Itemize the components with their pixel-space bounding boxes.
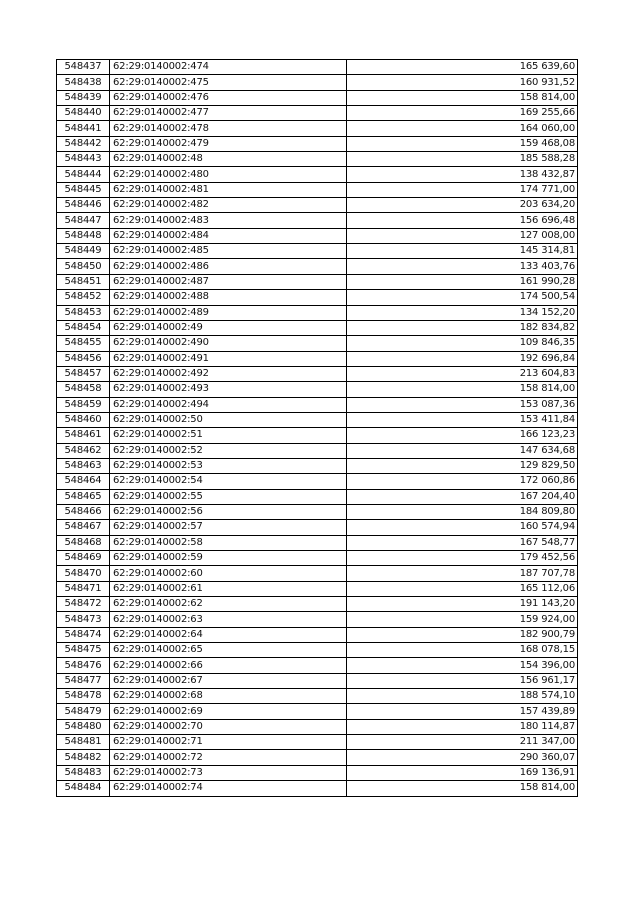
row-number: 548472	[57, 597, 110, 612]
cadastral-value: 213 604,83	[347, 366, 578, 381]
table-row	[57, 305, 578, 320]
cadastral-value: 158 814,00	[347, 781, 578, 796]
cadastral-number: 62:29:0140002:58	[110, 535, 347, 550]
cadastral-value: 174 771,00	[347, 182, 578, 197]
row-number: 548456	[57, 351, 110, 366]
row-number: 548460	[57, 412, 110, 427]
cadastral-value: 153 087,36	[347, 397, 578, 412]
row-number: 548453	[57, 305, 110, 320]
table-row	[57, 412, 578, 427]
cadastral-value: 138 432,87	[347, 167, 578, 182]
row-number: 548479	[57, 704, 110, 719]
table-row	[57, 121, 578, 136]
cadastral-number: 62:29:0140002:72	[110, 750, 347, 765]
row-number: 548477	[57, 673, 110, 688]
cadastral-number: 62:29:0140002:55	[110, 489, 347, 504]
row-number: 548440	[57, 106, 110, 121]
table-row	[57, 443, 578, 458]
row-number: 548451	[57, 274, 110, 289]
cadastral-value: 145 314,81	[347, 244, 578, 259]
table-row	[57, 597, 578, 612]
cadastral-value: 156 961,17	[347, 673, 578, 688]
table-row	[57, 382, 578, 397]
cadastral-number: 62:29:0140002:487	[110, 274, 347, 289]
row-number: 548459	[57, 397, 110, 412]
table-row	[57, 535, 578, 550]
table-row	[57, 228, 578, 243]
row-number: 548461	[57, 428, 110, 443]
cadastral-number: 62:29:0140002:50	[110, 412, 347, 427]
table-row	[57, 643, 578, 658]
table-row	[57, 673, 578, 688]
cadastral-value: 192 696,84	[347, 351, 578, 366]
cadastral-number: 62:29:0140002:474	[110, 60, 347, 75]
cadastral-value: 153 411,84	[347, 412, 578, 427]
cadastral-value: 165 639,60	[347, 60, 578, 75]
row-number: 548467	[57, 520, 110, 535]
cadastral-number: 62:29:0140002:479	[110, 136, 347, 151]
row-number: 548449	[57, 244, 110, 259]
cadastral-value: 109 846,35	[347, 336, 578, 351]
table-row	[57, 750, 578, 765]
table-row	[57, 504, 578, 519]
cadastral-number: 62:29:0140002:52	[110, 443, 347, 458]
row-number: 548474	[57, 627, 110, 642]
cadastral-number: 62:29:0140002:486	[110, 259, 347, 274]
cadastral-value: 165 112,06	[347, 581, 578, 596]
cadastral-value: 182 834,82	[347, 320, 578, 335]
table-row	[57, 781, 578, 796]
cadastral-number: 62:29:0140002:66	[110, 658, 347, 673]
cadastral-value: 167 548,77	[347, 535, 578, 550]
table-row	[57, 290, 578, 305]
cadastral-number: 62:29:0140002:63	[110, 612, 347, 627]
row-number: 548457	[57, 366, 110, 381]
cadastral-value: 156 696,48	[347, 213, 578, 228]
table-row	[57, 136, 578, 151]
cadastral-value: 160 931,52	[347, 75, 578, 90]
row-number: 548482	[57, 750, 110, 765]
table-row	[57, 198, 578, 213]
cadastral-number: 62:29:0140002:54	[110, 474, 347, 489]
cadastral-number: 62:29:0140002:65	[110, 643, 347, 658]
cadastral-number: 62:29:0140002:53	[110, 458, 347, 473]
cadastral-number: 62:29:0140002:476	[110, 90, 347, 105]
cadastral-number: 62:29:0140002:494	[110, 397, 347, 412]
cadastral-value: 133 403,76	[347, 259, 578, 274]
table-body	[57, 60, 578, 797]
cadastral-number: 62:29:0140002:48	[110, 152, 347, 167]
cadastral-value: 164 060,00	[347, 121, 578, 136]
cadastral-number: 62:29:0140002:481	[110, 182, 347, 197]
cadastral-value: 158 814,00	[347, 382, 578, 397]
cadastral-number: 62:29:0140002:488	[110, 290, 347, 305]
row-number: 548454	[57, 320, 110, 335]
row-number: 548466	[57, 504, 110, 519]
row-number: 548455	[57, 336, 110, 351]
cadastral-number: 62:29:0140002:489	[110, 305, 347, 320]
cadastral-value: 184 809,80	[347, 504, 578, 519]
table-row	[57, 489, 578, 504]
table-row	[57, 167, 578, 182]
table-row	[57, 612, 578, 627]
table-row	[57, 75, 578, 90]
row-number: 548442	[57, 136, 110, 151]
cadastral-value: 172 060,86	[347, 474, 578, 489]
row-number: 548475	[57, 643, 110, 658]
table-row	[57, 566, 578, 581]
row-number: 548439	[57, 90, 110, 105]
cadastral-number: 62:29:0140002:480	[110, 167, 347, 182]
cadastral-value: 167 204,40	[347, 489, 578, 504]
table-row	[57, 106, 578, 121]
table-row	[57, 60, 578, 75]
cadastral-number: 62:29:0140002:492	[110, 366, 347, 381]
table-row	[57, 551, 578, 566]
cadastral-number: 62:29:0140002:478	[110, 121, 347, 136]
cadastral-value: 180 114,87	[347, 719, 578, 734]
cadastral-number: 62:29:0140002:484	[110, 228, 347, 243]
cadastral-number: 62:29:0140002:51	[110, 428, 347, 443]
cadastral-value: 185 588,28	[347, 152, 578, 167]
row-number: 548478	[57, 689, 110, 704]
table-row	[57, 735, 578, 750]
cadastral-number: 62:29:0140002:475	[110, 75, 347, 90]
cadastral-number: 62:29:0140002:477	[110, 106, 347, 121]
row-number: 548438	[57, 75, 110, 90]
table-row	[57, 244, 578, 259]
cadastral-number: 62:29:0140002:57	[110, 520, 347, 535]
cadastral-value: 147 634,68	[347, 443, 578, 458]
cadastral-number: 62:29:0140002:64	[110, 627, 347, 642]
row-number: 548450	[57, 259, 110, 274]
cadastral-number: 62:29:0140002:60	[110, 566, 347, 581]
cadastral-value: 290 360,07	[347, 750, 578, 765]
cadastral-value: 159 468,08	[347, 136, 578, 151]
row-number: 548480	[57, 719, 110, 734]
cadastral-number: 62:29:0140002:49	[110, 320, 347, 335]
row-number: 548471	[57, 581, 110, 596]
table-row	[57, 366, 578, 381]
table-row	[57, 274, 578, 289]
table-row	[57, 152, 578, 167]
table-row	[57, 182, 578, 197]
cadastral-number: 62:29:0140002:68	[110, 689, 347, 704]
cadastral-value: 157 439,89	[347, 704, 578, 719]
cadastral-value: 160 574,94	[347, 520, 578, 535]
cadastral-number: 62:29:0140002:71	[110, 735, 347, 750]
table-row	[57, 90, 578, 105]
row-number: 548437	[57, 60, 110, 75]
row-number: 548452	[57, 290, 110, 305]
row-number: 548469	[57, 551, 110, 566]
table-row	[57, 765, 578, 780]
cadastral-number: 62:29:0140002:69	[110, 704, 347, 719]
row-number: 548441	[57, 121, 110, 136]
table-row	[57, 719, 578, 734]
cadastral-value: 182 900,79	[347, 627, 578, 642]
cadastral-number: 62:29:0140002:70	[110, 719, 347, 734]
row-number: 548473	[57, 612, 110, 627]
cadastral-number: 62:29:0140002:493	[110, 382, 347, 397]
cadastral-value: 169 136,91	[347, 765, 578, 780]
table-row	[57, 320, 578, 335]
row-number: 548470	[57, 566, 110, 581]
cadastral-value: 129 829,50	[347, 458, 578, 473]
cadastral-number: 62:29:0140002:483	[110, 213, 347, 228]
cadastral-value: 203 634,20	[347, 198, 578, 213]
row-number: 548444	[57, 167, 110, 182]
table-row	[57, 351, 578, 366]
row-number: 548448	[57, 228, 110, 243]
row-number: 548446	[57, 198, 110, 213]
table-row	[57, 581, 578, 596]
cadastral-value: 169 255,66	[347, 106, 578, 121]
cadastral-number: 62:29:0140002:485	[110, 244, 347, 259]
row-number: 548447	[57, 213, 110, 228]
cadastral-value: 134 152,20	[347, 305, 578, 320]
row-number: 548468	[57, 535, 110, 550]
cadastral-value: 166 123,23	[347, 428, 578, 443]
cadastral-value: 159 924,00	[347, 612, 578, 627]
cadastral-value-table	[56, 59, 578, 797]
cadastral-value: 191 143,20	[347, 597, 578, 612]
row-number: 548463	[57, 458, 110, 473]
cadastral-value: 188 574,10	[347, 689, 578, 704]
row-number: 548476	[57, 658, 110, 673]
cadastral-number: 62:29:0140002:73	[110, 765, 347, 780]
table-row	[57, 627, 578, 642]
cadastral-number: 62:29:0140002:491	[110, 351, 347, 366]
table-row	[57, 520, 578, 535]
table-row	[57, 397, 578, 412]
row-number: 548483	[57, 765, 110, 780]
row-number: 548464	[57, 474, 110, 489]
cadastral-value: 127 008,00	[347, 228, 578, 243]
cadastral-number: 62:29:0140002:74	[110, 781, 347, 796]
table-row	[57, 336, 578, 351]
table-row	[57, 259, 578, 274]
cadastral-value: 168 078,15	[347, 643, 578, 658]
cadastral-value: 211 347,00	[347, 735, 578, 750]
cadastral-value: 179 452,56	[347, 551, 578, 566]
cadastral-value: 158 814,00	[347, 90, 578, 105]
cadastral-number: 62:29:0140002:62	[110, 597, 347, 612]
cadastral-number: 62:29:0140002:61	[110, 581, 347, 596]
row-number: 548481	[57, 735, 110, 750]
cadastral-value: 154 396,00	[347, 658, 578, 673]
row-number: 548484	[57, 781, 110, 796]
cadastral-number: 62:29:0140002:56	[110, 504, 347, 519]
row-number: 548445	[57, 182, 110, 197]
cadastral-number: 62:29:0140002:67	[110, 673, 347, 688]
table-row	[57, 689, 578, 704]
row-number: 548462	[57, 443, 110, 458]
row-number: 548465	[57, 489, 110, 504]
cadastral-value: 174 500,54	[347, 290, 578, 305]
cadastral-number: 62:29:0140002:482	[110, 198, 347, 213]
cadastral-number: 62:29:0140002:490	[110, 336, 347, 351]
table-row	[57, 428, 578, 443]
cadastral-value: 187 707,78	[347, 566, 578, 581]
row-number: 548458	[57, 382, 110, 397]
table-row	[57, 213, 578, 228]
table-row	[57, 458, 578, 473]
table-row	[57, 474, 578, 489]
cadastral-number: 62:29:0140002:59	[110, 551, 347, 566]
row-number: 548443	[57, 152, 110, 167]
cadastral-value: 161 990,28	[347, 274, 578, 289]
table-row	[57, 704, 578, 719]
table-row	[57, 658, 578, 673]
